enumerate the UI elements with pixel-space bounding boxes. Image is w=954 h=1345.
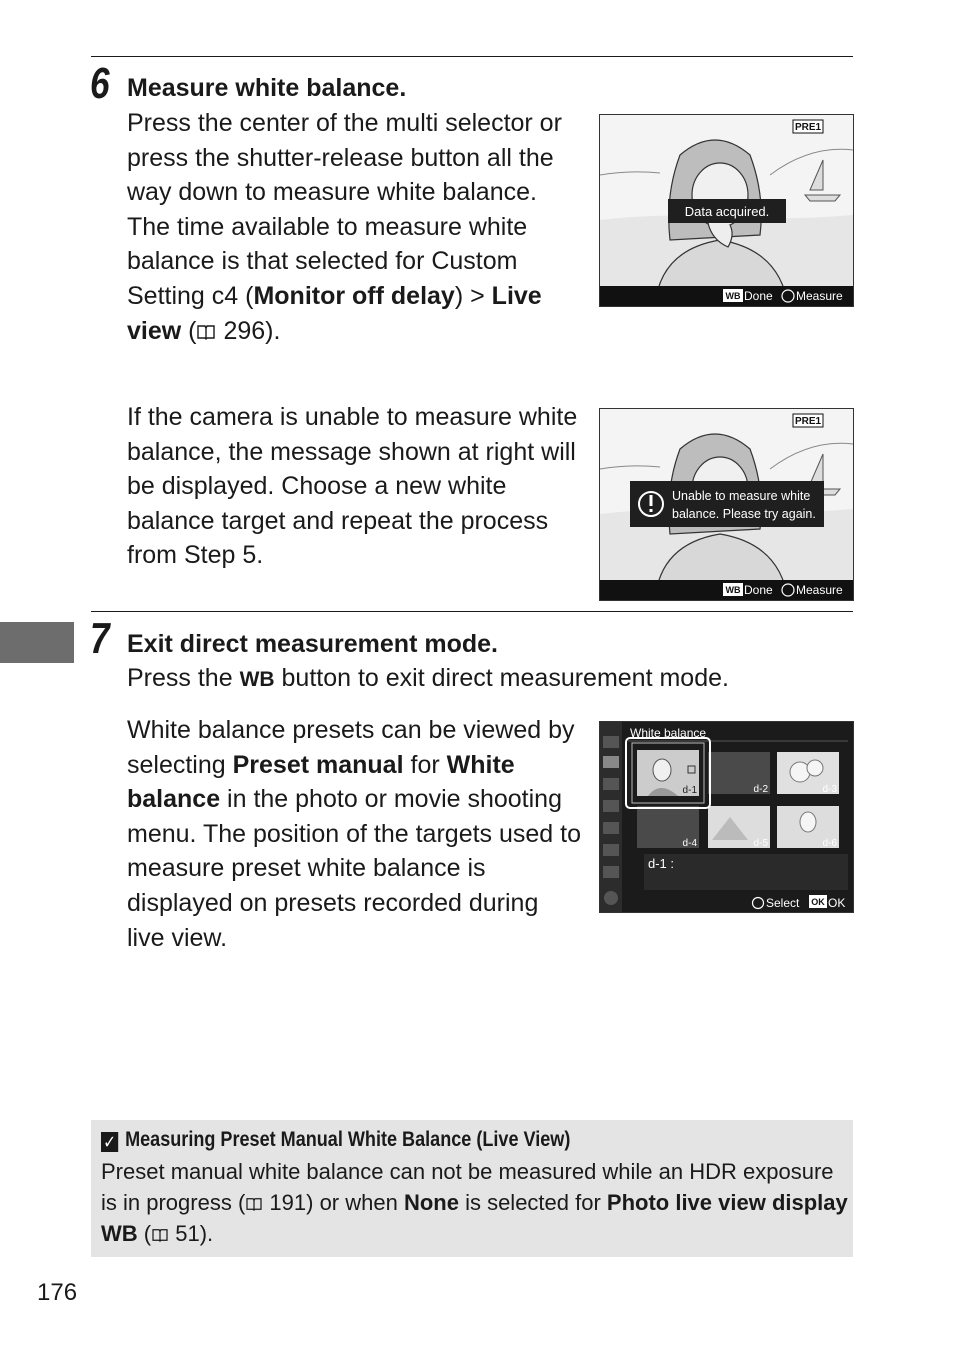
page-reference[interactable]: 296 <box>223 316 266 345</box>
step-title: Measure white balance. <box>127 74 407 102</box>
step-divider <box>91 611 853 612</box>
step7-paragraph-1: Press the WB button to exit direct measurement mode. <box>127 664 729 692</box>
menu-item-ref: Preset manual <box>232 750 404 779</box>
step-number: 7 <box>90 614 110 663</box>
footer-ok: OK <box>828 896 846 910</box>
preset-label: d-4 <box>682 838 697 849</box>
camera-screen-data-acquired <box>599 114 854 307</box>
note-body: Preset manual white balance can not be measured while an HDR exposure is in progress ( 191) or when None is selected for Photo live view display WB ( 51). <box>101 1159 848 1246</box>
preset-label: d-3 <box>822 784 837 795</box>
preset-info: d-1 : <box>648 856 675 871</box>
step6-paragraph-2: If the camera is unable to measure white balance, the message shown at right will be displayed. Choose a new white balance target and repeat the process from Step 5. <box>127 403 578 570</box>
help-icon <box>604 891 618 905</box>
page-reference[interactable]: 191 <box>269 1190 307 1215</box>
top-rule <box>91 56 853 57</box>
footer-select: Select <box>766 896 800 910</box>
checkmark-icon: ✓ <box>101 1132 118 1152</box>
step-number: 6 <box>90 59 110 108</box>
wb-icon: WB <box>725 291 741 301</box>
page-reference[interactable]: 51 <box>175 1221 200 1246</box>
footer-measure: Measure <box>796 289 843 303</box>
wb-icon: WB <box>725 585 741 595</box>
ok-button-icon: OK <box>811 897 825 907</box>
book-icon <box>245 1188 263 1202</box>
preset-label: d-2 <box>753 784 768 795</box>
page-number: 176 <box>37 1279 78 1306</box>
footer-done: Done <box>744 583 773 597</box>
camera-screen-unable-to-measure <box>599 408 854 601</box>
preset-label: d-5 <box>753 838 768 849</box>
screen-message: Data acquired. <box>684 204 770 219</box>
step-title: Exit direct measurement mode. <box>127 630 498 658</box>
screen-message: Unable to measure white <box>672 489 811 503</box>
note-box <box>91 1120 853 1257</box>
white-balance-menu-screen <box>599 721 854 913</box>
menu-item-ref: White balance <box>127 750 515 814</box>
step7-paragraph-2: White balance presets can be viewed by selecting Preset manual for White balance in the photo or movie shooting menu. The position of the targets used to measure preset white balance is displayed on presets recorded during live view. <box>127 716 581 952</box>
preset-badge: PRE1 <box>794 416 822 427</box>
menu-item-ref: Monitor off delay <box>253 281 455 310</box>
preset-badge: PRE1 <box>794 122 822 133</box>
preset-label: d-1 <box>682 785 697 796</box>
note-title: ✓ Measuring Preset Manual White Balance (Live View) <box>101 1126 570 1154</box>
footer-done: Done <box>744 289 773 303</box>
footer-measure: Measure <box>796 583 843 597</box>
wb-button-label: WB <box>239 668 275 691</box>
preset-label: d-6 <box>822 838 837 849</box>
step6-paragraph-1: Press the center of the multi selector or press the shutter-release button all the way down to measure white balance. The time available to measure white balance is that selected for Custom Setting c4 (Monitor off delay) > Live view ( 296). <box>127 109 562 345</box>
menu-title: White balance <box>630 726 707 740</box>
screen-message: balance. Please try again. <box>672 507 816 521</box>
chapter-tab <box>0 622 74 663</box>
menu-item-ref: Live view <box>127 281 542 345</box>
book-icon <box>151 1219 169 1233</box>
book-icon <box>196 315 216 331</box>
